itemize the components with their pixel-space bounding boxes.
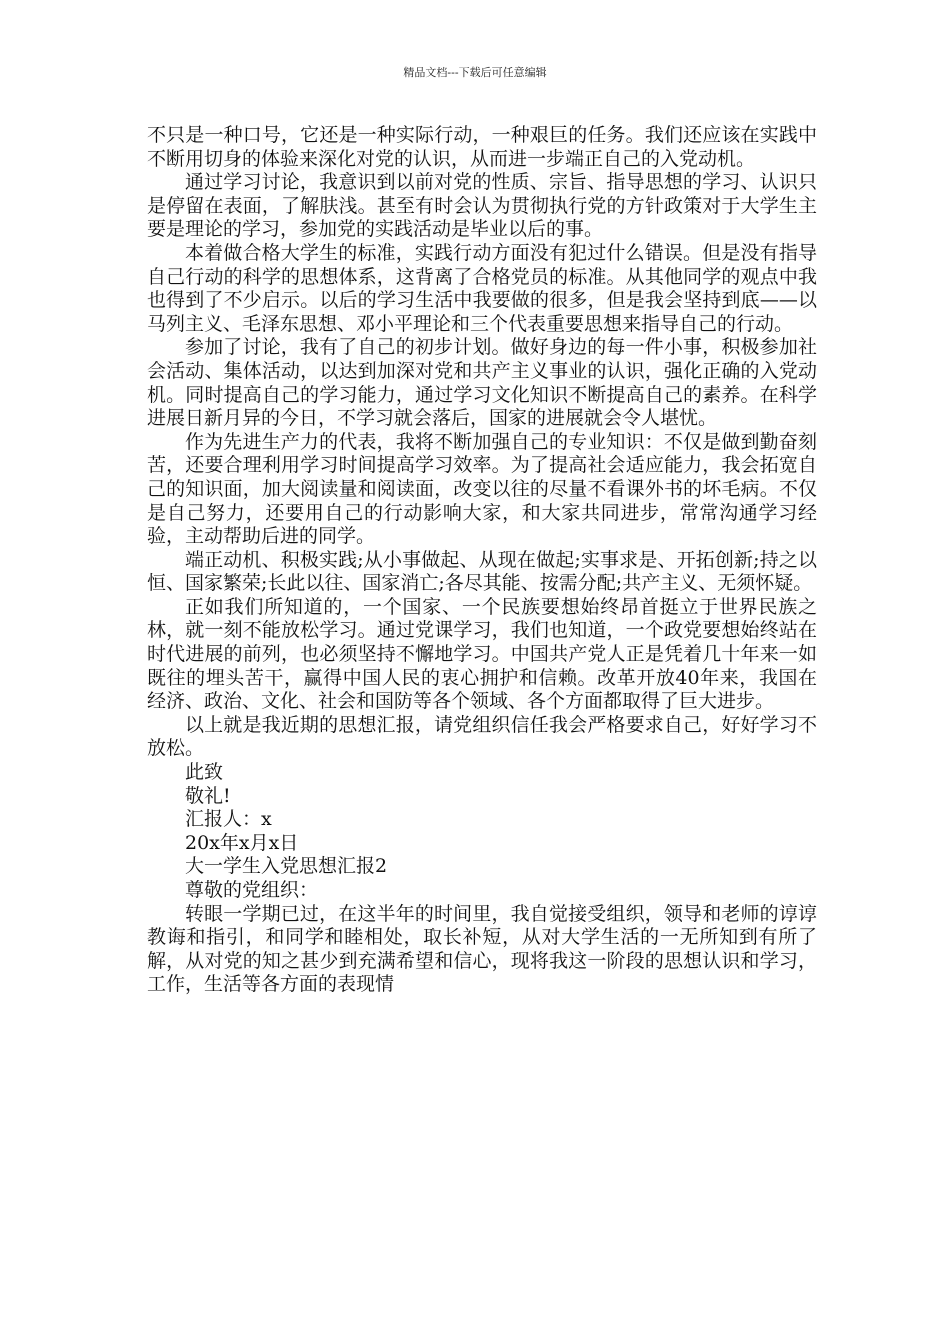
paragraph-7: 正如我们所知道的，一个国家、一个民族要想始终昂首挺立于世界民族之林，就一刻不能放松学习。通过党课学习，我们也知道，一个政党要想始终站在时代进展的前列，也必须坚持不懈地学习。中国共产党人正是凭着几十年来一如既往的埋头苦干，赢得中国人民的衷心拥护和信赖。改革开放40年来，我国在经济、政治、文化、社会和国防等各个领域、各个方面都取得了巨大进步。 (147, 595, 817, 713)
paragraph-4: 参加了讨论，我有了自己的初步计划。做好身边的每一件小事，积极参加社会活动、集体活动，以达到加深对党和共产主义事业的认识，强化正确的入党动机。同时提高自己的学习能力，通过学习文化知识不断提高自己的素养。在科学进展日新月异的今日，不学习就会落后，国家的进展就会令人堪忧。 (147, 336, 817, 430)
page-header: 精品文档---下载后可任意编辑 (403, 66, 547, 79)
greeting-line: 尊敬的党组织： (185, 879, 319, 901)
closing-respect: 敬礼! (185, 784, 231, 807)
paragraph-5: 作为先进生产力的代表，我将不断加强自己的专业知识：不仅是做到勤奋刻苦，还要合理利用学习时间提高学习效率。为了提高社会适应能力，我会拓宽自己的知识面，加大阅读量和阅读面，改变以往的尽量不看课外书的坏毛病。不仅是自己努力，还要用自己的行动影响大家，和大家共同进步，常常沟通学习经验，主动帮助后进的同学。 (147, 430, 817, 548)
paragraph-1: 不只是一种口号，它还是一种实际行动，一种艰巨的任务。我们还应该在实践中不断用切身的体验来深化对党的认识，从而进一步端正自己的入党动机。 (147, 124, 817, 170)
paragraph-8: 以上就是我近期的思想汇报，请党组织信任我会严格要求自己，好好学习不放松。 (147, 713, 817, 760)
date-line: 20x年x月x日 (185, 831, 299, 854)
reporter-line: 汇报人：x (185, 808, 272, 831)
paragraph-6: 端正动机、积极实践;从小事做起、从现在做起;实事求是、开拓创新;持之以恒、国家繁荣;长此以往、国家消亡;各尽其能、按需分配;共产主义、无须怀疑。 (147, 548, 817, 595)
paragraph-2: 通过学习讨论，我意识到以前对党的性质、宗旨、指导思想的学习、认识只是停留在表面，了解肤浅。甚至有时会认为贯彻执行党的方针政策对于大学生主要是理论的学习，参加党的实践活动是毕业以后的事。 (147, 171, 817, 241)
paragraph-final: 转眼一学期已过，在这半年的时间里，我自觉接受组织，领导和老师的谆谆教诲和指引，和同学和睦相处，取长补短，从对大学生活的一无所知到有所了解，从对党的知之甚少到充满希望和信心，现将我这一阶段的思想认识和学习，工作，生活等各方面的表现情 (147, 902, 817, 996)
closing-salutation: 此致 (185, 761, 224, 784)
document-body (147, 124, 817, 997)
next-report-title: 大一学生入党思想汇报2 (185, 855, 388, 878)
paragraph-3: 本着做合格大学生的标准，实践行动方面没有犯过什么错误。但是没有指导自己行动的科学的思想体系，这背离了合格党员的标准。从其他同学的观点中我也得到了不少启示。以后的学习生活中我要做的很多，但是我会坚持到底——以马列主义、毛泽东思想、邓小平理论和三个代表重要思想来指导自己的行动。 (147, 241, 817, 335)
